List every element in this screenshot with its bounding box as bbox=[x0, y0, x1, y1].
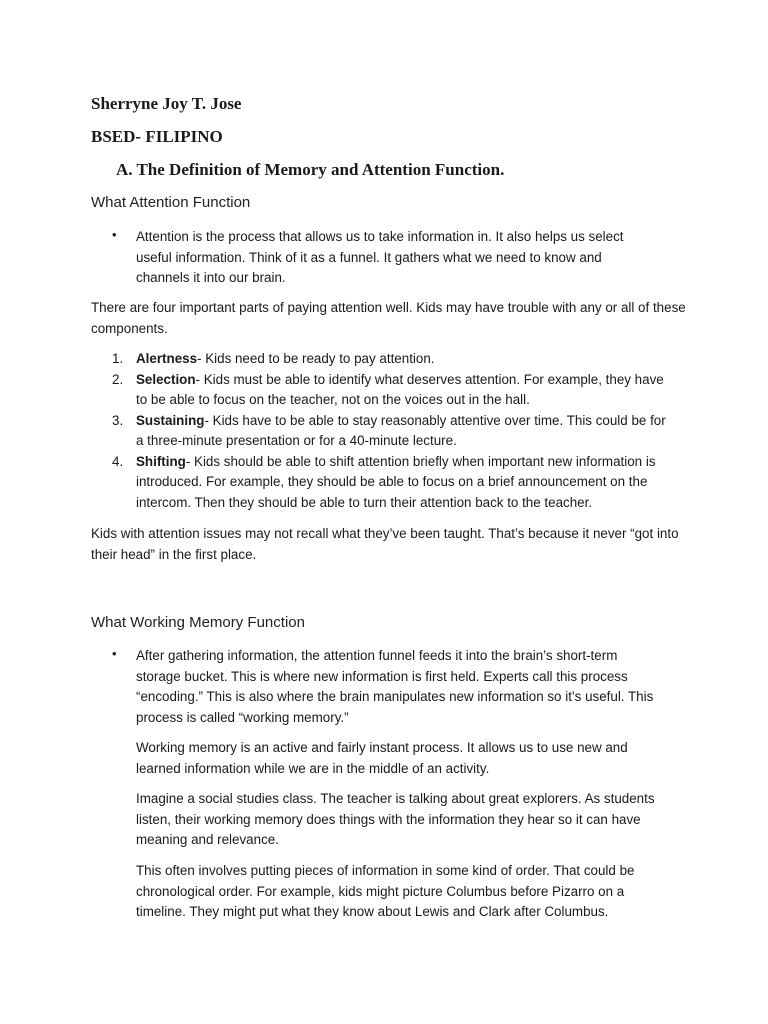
attention-heading: What Attention Function bbox=[91, 194, 251, 211]
list-text: - Kids need to be ready to pay attention. bbox=[197, 351, 435, 366]
list-item bbox=[112, 452, 672, 514]
memory-heading: What Working Memory Function bbox=[91, 614, 305, 631]
list-text: - Kids have to be able to stay reasonably attentive over time. This could be for a three-minute presentation or for a 40-minute lecture. bbox=[136, 412, 666, 448]
bullet-icon: • bbox=[112, 646, 117, 661]
list-text: - Kids should be able to shift attention briefly when important new information is introduced. For example, they should be able to focus on a brief announcement on the intercom. Then they should be able to turn their attention back to the teacher. bbox=[136, 453, 656, 510]
author-name: Sherryne Joy T. Jose bbox=[91, 94, 242, 113]
attention-conclusion: Kids with attention issues may not recall what they’ve been taught. That’s because it never “got into their head” in the first place. bbox=[91, 526, 679, 562]
memory-paragraph-3: This often involves putting pieces of information in some kind of order. That could be chronological order. For example, kids might picture Columbus before Pizarro on a timeline. They might put what they know about Lewis and Clark after Columbus. bbox=[136, 863, 635, 919]
list-item bbox=[112, 349, 672, 370]
attention-components-list bbox=[112, 349, 672, 513]
list-number: 3. bbox=[112, 412, 124, 428]
list-term: Alertness bbox=[136, 351, 198, 366]
list-term: Shifting bbox=[136, 453, 186, 469]
list-term: Sustaining bbox=[136, 412, 205, 428]
section-title: A. The Definition of Memory and Attention Function. bbox=[116, 160, 505, 179]
list-item bbox=[112, 370, 672, 411]
memory-bullet-text: After gathering information, the attention funnel feeds it into the brain’s short-term storage bucket. This is where new information is first held. Experts call this process “encoding.” This is also where the brain manipulates new information so it’s useful. This process is called “working memory.” bbox=[136, 648, 654, 725]
memory-paragraph-1: Working memory is an active and fairly instant process. It allows us to use new and learned information while we are in the middle of an activity. bbox=[136, 740, 628, 776]
course-label: BSED- FILIPINO bbox=[91, 127, 223, 146]
list-number: 4. bbox=[112, 453, 124, 469]
bullet-icon: • bbox=[112, 227, 117, 242]
list-text: - Kids must be able to identify what deserves attention. For example, they have to be able to focus on the teacher, not on the voices out in the hall. bbox=[136, 371, 664, 407]
list-item bbox=[112, 411, 672, 452]
attention-intro: There are four important parts of paying attention well. Kids may have trouble with any or all of these components. bbox=[91, 300, 686, 336]
list-number: 2. bbox=[112, 371, 124, 387]
list-term: Selection bbox=[136, 371, 196, 387]
memory-paragraph-2: Imagine a social studies class. The teacher is talking about great explorers. As students listen, their working memory does things with the information they hear so it can have meaning and relevance. bbox=[136, 791, 655, 847]
list-number: 1. bbox=[112, 351, 124, 366]
attention-bullet-text: Attention is the process that allows us to take information in. It also helps us select useful information. Think of it as a funnel. It gathers what we need to know and channels it into our brain. bbox=[136, 229, 624, 285]
